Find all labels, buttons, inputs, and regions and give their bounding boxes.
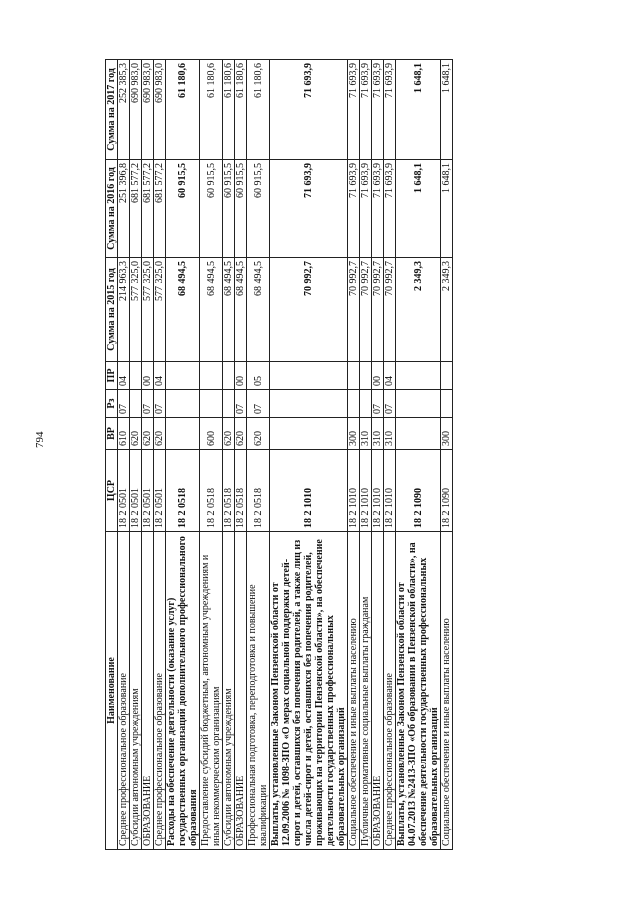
row-rz: [166, 390, 200, 418]
page-number: 794: [34, 431, 46, 448]
row-rz: [360, 390, 372, 418]
table-row: [200, 60, 223, 850]
table-row: [372, 60, 384, 850]
row-sum-2017: 690 983,0: [154, 60, 166, 160]
row-pr: 00: [235, 362, 247, 390]
row-sum-2015: 68 494,5: [247, 258, 270, 362]
row-pr: [270, 362, 348, 390]
row-sum-2015: 214 963,3: [118, 258, 130, 362]
row-sum-2015: 577 325,0: [154, 258, 166, 362]
row-name: Среднее профессиональное образование: [384, 532, 396, 850]
row-vr: 310: [372, 418, 384, 450]
row-sum-2015: 68 494,5: [235, 258, 247, 362]
row-sum-2016: 681 577,2: [130, 160, 142, 258]
col-header-2015: Сумма на 2015 год: [106, 258, 118, 362]
row-name: Профессиональная подготовка, переподготовка и повышение квалификации: [247, 532, 270, 850]
row-pr: [130, 362, 142, 390]
row-sum-2016: 60 915,5: [223, 160, 235, 258]
row-sum-2017: 71 693,9: [372, 60, 384, 160]
row-sum-2015: 68 494,5: [166, 258, 200, 362]
row-sum-2016: 60 915,5: [200, 160, 223, 258]
row-name: Расходы на обеспечение деятельности (оказание услуг) государственных организаций дополнительного профессионального образования: [166, 532, 200, 850]
row-sum-2017: 252 385,3: [118, 60, 130, 160]
row-pr: [223, 362, 235, 390]
row-name: ОБРАЗОВАНИЕ: [235, 532, 247, 850]
row-name: Среднее профессиональное образование: [154, 532, 166, 850]
table-row: [142, 60, 154, 850]
table-body: [118, 60, 453, 850]
row-sum-2015: 2 349,3: [396, 258, 441, 362]
row-pr: [396, 362, 441, 390]
row-sum-2015: 70 992,7: [270, 258, 348, 362]
table-row: [384, 60, 396, 850]
row-sum-2016: 71 693,9: [348, 160, 360, 258]
row-sum-2017: 61 180,6: [247, 60, 270, 160]
table-row: [441, 60, 453, 850]
row-pr: [166, 362, 200, 390]
row-rz: 07: [118, 390, 130, 418]
row-vr: 310: [384, 418, 396, 450]
row-vr: 300: [441, 418, 453, 450]
row-name: Среднее профессиональное образование: [118, 532, 130, 850]
table-row: [235, 60, 247, 850]
col-header-csr: ЦСР: [106, 450, 118, 532]
row-name: Субсидии автономным учреждениям: [223, 532, 235, 850]
row-name: Выплаты, установленные Законом Пензенской области от 12.09.2006 № 1098-ЗПО «О мерах социальной поддержки детей-сирот и детей, оставшихся без попечения родителей, а также лиц из числа детей-сирот и детей, оставшихся без попечения родителей, проживающих на территории Пензенской области», на обеспечение деятельности государственных профессиональных образовательных организаций: [270, 532, 348, 850]
row-csr: 18 2 0518: [235, 450, 247, 532]
row-vr: [396, 418, 441, 450]
row-rz: 07: [235, 390, 247, 418]
row-csr: 18 2 0501: [130, 450, 142, 532]
row-vr: [270, 418, 348, 450]
header-row: [106, 60, 118, 850]
row-pr: [360, 362, 372, 390]
table-row: [118, 60, 130, 850]
col-header-vr: ВР: [106, 418, 118, 450]
row-pr: [200, 362, 223, 390]
row-vr: 620: [247, 418, 270, 450]
col-header-2016: Сумма на 2016 год: [106, 160, 118, 258]
row-rz: [348, 390, 360, 418]
row-sum-2016: 1 648,1: [396, 160, 441, 258]
row-csr: 18 2 1010: [372, 450, 384, 532]
table-row: [348, 60, 360, 850]
row-sum-2017: 61 180,6: [235, 60, 247, 160]
row-sum-2016: 71 693,9: [270, 160, 348, 258]
row-sum-2016: 71 693,9: [372, 160, 384, 258]
row-csr: 18 2 0518: [200, 450, 223, 532]
row-csr: 18 2 1090: [441, 450, 453, 532]
row-sum-2015: 70 992,7: [360, 258, 372, 362]
table-row: [166, 60, 200, 850]
row-name: ОБРАЗОВАНИЕ: [142, 532, 154, 850]
row-sum-2015: 577 325,0: [130, 258, 142, 362]
row-pr: [348, 362, 360, 390]
row-vr: [166, 418, 200, 450]
table-row: [270, 60, 348, 850]
row-name: Предоставление субсидий бюджетным, автономным учреждениям и иным некоммерческим организациям: [200, 532, 223, 850]
row-rz: 07: [154, 390, 166, 418]
rotated-table-container: [105, 60, 593, 850]
col-header-name: Наименование: [106, 532, 118, 850]
row-name: ОБРАЗОВАНИЕ: [372, 532, 384, 850]
row-sum-2017: 690 983,0: [130, 60, 142, 160]
row-rz: [270, 390, 348, 418]
row-pr: 05: [247, 362, 270, 390]
row-sum-2017: 71 693,9: [360, 60, 372, 160]
row-sum-2017: 61 180,6: [166, 60, 200, 160]
row-pr: 04: [384, 362, 396, 390]
table-row: [360, 60, 372, 850]
row-pr: [441, 362, 453, 390]
row-pr: 04: [154, 362, 166, 390]
table-row: [396, 60, 441, 850]
row-sum-2016: 60 915,5: [235, 160, 247, 258]
row-csr: 18 2 1010: [360, 450, 372, 532]
row-csr: 18 2 1010: [348, 450, 360, 532]
row-csr: 18 2 0501: [154, 450, 166, 532]
row-rz: [223, 390, 235, 418]
row-rz: 07: [384, 390, 396, 418]
row-rz: 07: [142, 390, 154, 418]
row-sum-2015: 70 992,7: [372, 258, 384, 362]
row-sum-2017: 1 648,1: [396, 60, 441, 160]
row-csr: 18 2 0518: [166, 450, 200, 532]
row-vr: 610: [118, 418, 130, 450]
table-row: [223, 60, 235, 850]
table-row: [154, 60, 166, 850]
row-vr: 620: [154, 418, 166, 450]
row-sum-2015: 70 992,7: [384, 258, 396, 362]
budget-table: [105, 59, 453, 850]
row-csr: 18 2 1010: [270, 450, 348, 532]
row-rz: [441, 390, 453, 418]
row-sum-2017: 71 693,9: [348, 60, 360, 160]
row-vr: 310: [360, 418, 372, 450]
row-sum-2016: 251 396,8: [118, 160, 130, 258]
row-sum-2017: 61 180,6: [200, 60, 223, 160]
col-header-rz: Рз: [106, 390, 118, 418]
row-sum-2017: 61 180,6: [223, 60, 235, 160]
row-rz: [396, 390, 441, 418]
row-sum-2016: 60 915,5: [247, 160, 270, 258]
row-csr: 18 2 0501: [142, 450, 154, 532]
row-name: Выплаты, установленные Законом Пензенской области от 04.07.2013 №2413-ЗПО «Об образовании в Пензенской области», на обеспечение деятельности государственных профессиональных образовательных организаций: [396, 532, 441, 850]
row-sum-2016: 1 648,1: [441, 160, 453, 258]
row-rz: [130, 390, 142, 418]
row-vr: 600: [200, 418, 223, 450]
row-sum-2017: 71 693,9: [270, 60, 348, 160]
row-vr: 620: [142, 418, 154, 450]
row-csr: 18 2 1090: [396, 450, 441, 532]
row-rz: 07: [372, 390, 384, 418]
row-vr: 300: [348, 418, 360, 450]
col-header-pr: ПР: [106, 362, 118, 390]
row-sum-2016: 681 577,2: [142, 160, 154, 258]
row-sum-2015: 2 349,3: [441, 258, 453, 362]
table-row: [247, 60, 270, 850]
row-pr: 04: [118, 362, 130, 390]
row-csr: 18 2 0518: [223, 450, 235, 532]
row-sum-2015: 68 494,5: [223, 258, 235, 362]
table-row: [130, 60, 142, 850]
row-sum-2016: 71 693,9: [384, 160, 396, 258]
row-sum-2017: 71 693,9: [384, 60, 396, 160]
row-name: Публичные нормативные социальные выплаты гражданам: [360, 532, 372, 850]
row-sum-2016: 71 693,9: [360, 160, 372, 258]
row-sum-2017: 1 648,1: [441, 60, 453, 160]
row-csr: 18 2 0501: [118, 450, 130, 532]
row-vr: 620: [223, 418, 235, 450]
col-header-2017: Сумма на 2017 год: [106, 60, 118, 160]
row-name: Социальное обеспечение и иные выплаты населению: [441, 532, 453, 850]
row-sum-2017: 690 983,0: [142, 60, 154, 160]
row-rz: 07: [247, 390, 270, 418]
row-sum-2016: 681 577,2: [154, 160, 166, 258]
row-name: Субсидии автономным учреждениям: [130, 532, 142, 850]
row-csr: 18 2 1010: [384, 450, 396, 532]
row-name: Социальное обеспечение и иные выплаты населению: [348, 532, 360, 850]
row-sum-2016: 60 915,5: [166, 160, 200, 258]
row-vr: 620: [130, 418, 142, 450]
row-pr: 00: [142, 362, 154, 390]
row-vr: 620: [235, 418, 247, 450]
row-sum-2015: 68 494,5: [200, 258, 223, 362]
row-pr: 00: [372, 362, 384, 390]
row-csr: 18 2 0518: [247, 450, 270, 532]
row-rz: [200, 390, 223, 418]
row-sum-2015: 70 992,7: [348, 258, 360, 362]
row-sum-2015: 577 325,0: [142, 258, 154, 362]
